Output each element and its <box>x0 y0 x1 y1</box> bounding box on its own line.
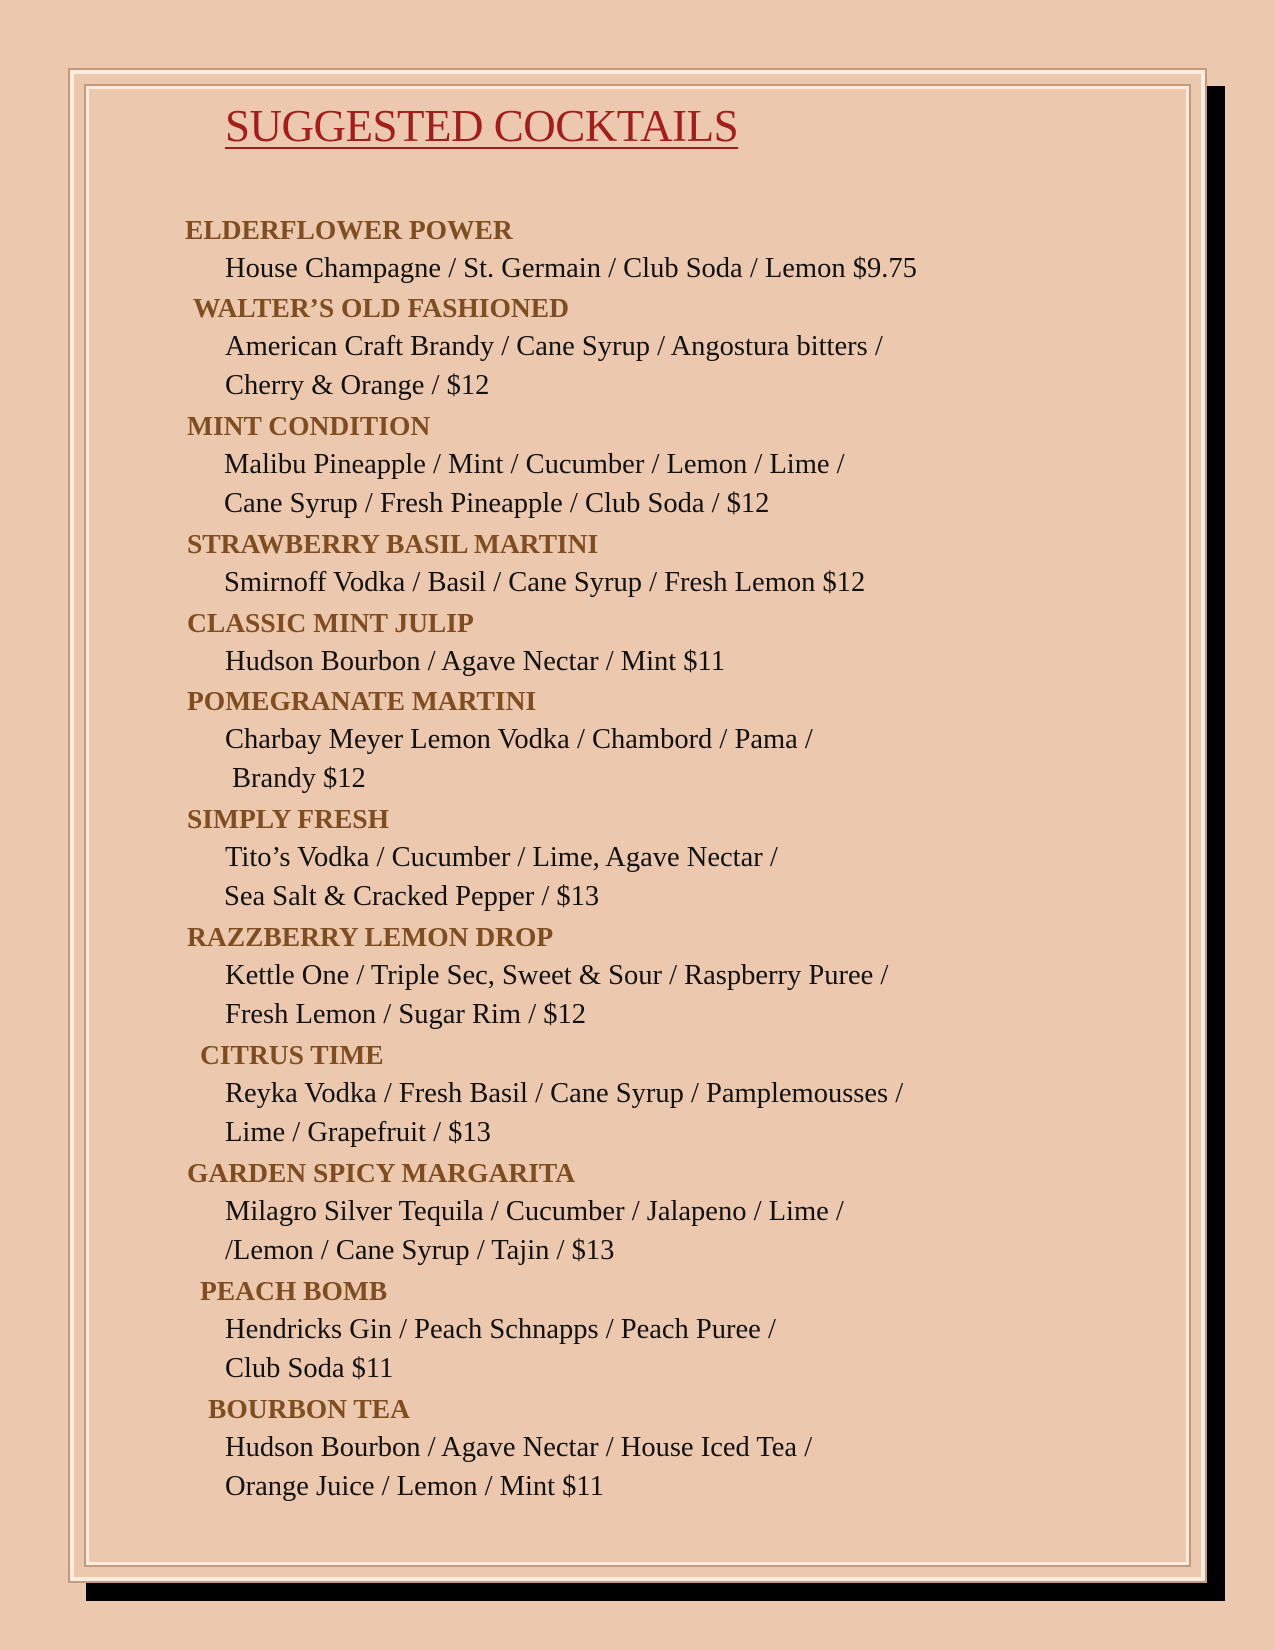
cocktail-name: CITRUS TIME <box>200 1039 384 1070</box>
cocktail-ingredients: Brandy $12 <box>232 763 366 794</box>
cocktail-name: WALTER’S OLD FASHIONED <box>193 292 569 323</box>
cocktail-name: CLASSIC MINT JULIP <box>187 607 474 638</box>
cocktail-name: POMEGRANATE MARTINI <box>187 685 537 716</box>
cocktail-name: ELDERFLOWER POWER <box>185 214 513 245</box>
cocktail-name: BOURBON TEA <box>208 1393 410 1424</box>
cocktail-ingredients: Milagro Silver Tequila / Cucumber / Jalapeno / Lime / <box>225 1196 844 1227</box>
cocktail-name: SIMPLY FRESH <box>187 803 389 834</box>
cocktail-ingredients: Reyka Vodka / Fresh Basil / Cane Syrup / Pamplemousses / <box>225 1078 904 1109</box>
cocktail-ingredients: Orange Juice / Lemon / Mint $11 <box>225 1471 604 1502</box>
cocktail-name: RAZZBERRY LEMON DROP <box>187 921 554 952</box>
cocktail-name: GARDEN SPICY MARGARITA <box>187 1157 576 1188</box>
cocktail-ingredients: Cherry & Orange / $12 <box>225 370 490 401</box>
cocktail-ingredients: House Champagne / St. Germain / Club Soda / Lemon $9.75 <box>225 253 917 284</box>
cocktail-ingredients: Sea Salt & Cracked Pepper / $13 <box>224 881 600 912</box>
cocktail-ingredients: /Lemon / Cane Syrup / Tajin / $13 <box>225 1235 615 1266</box>
cocktail-ingredients: Club Soda $11 <box>225 1353 394 1384</box>
cocktail-ingredients: Tito’s Vodka / Cucumber / Lime, Agave Nectar / <box>225 842 778 873</box>
cocktail-name: PEACH BOMB <box>200 1275 388 1306</box>
cocktail-ingredients: Hudson Bourbon / Agave Nectar / House Iced Tea / <box>225 1432 813 1463</box>
cocktail-ingredients: Fresh Lemon / Sugar Rim / $12 <box>225 999 586 1030</box>
cocktail-ingredients: Smirnoff Vodka / Basil / Cane Syrup / Fresh Lemon $12 <box>224 567 866 598</box>
cocktail-ingredients: Cane Syrup / Fresh Pineapple / Club Soda / $12 <box>224 488 770 519</box>
cocktail-ingredients: Charbay Meyer Lemon Vodka / Chambord / Pama / <box>225 724 813 755</box>
cocktail-ingredients: Malibu Pineapple / Mint / Cucumber / Lemon / Lime / <box>224 449 845 480</box>
cocktail-ingredients: Hudson Bourbon / Agave Nectar / Mint $11 <box>225 646 726 677</box>
cocktail-ingredients: Kettle One / Triple Sec, Sweet & Sour / Raspberry Puree / <box>225 960 889 991</box>
menu-title: SUGGESTED COCKTAILS <box>225 101 739 151</box>
cocktail-ingredients: Hendricks Gin / Peach Schnapps / Peach Puree / <box>225 1314 776 1345</box>
cocktail-name: STRAWBERRY BASIL MARTINI <box>187 528 599 559</box>
cocktail-name: MINT CONDITION <box>187 410 431 441</box>
cocktail-ingredients: American Craft Brandy / Cane Syrup / Angostura bitters / <box>225 331 883 362</box>
cocktail-ingredients: Lime / Grapefruit / $13 <box>225 1117 491 1148</box>
